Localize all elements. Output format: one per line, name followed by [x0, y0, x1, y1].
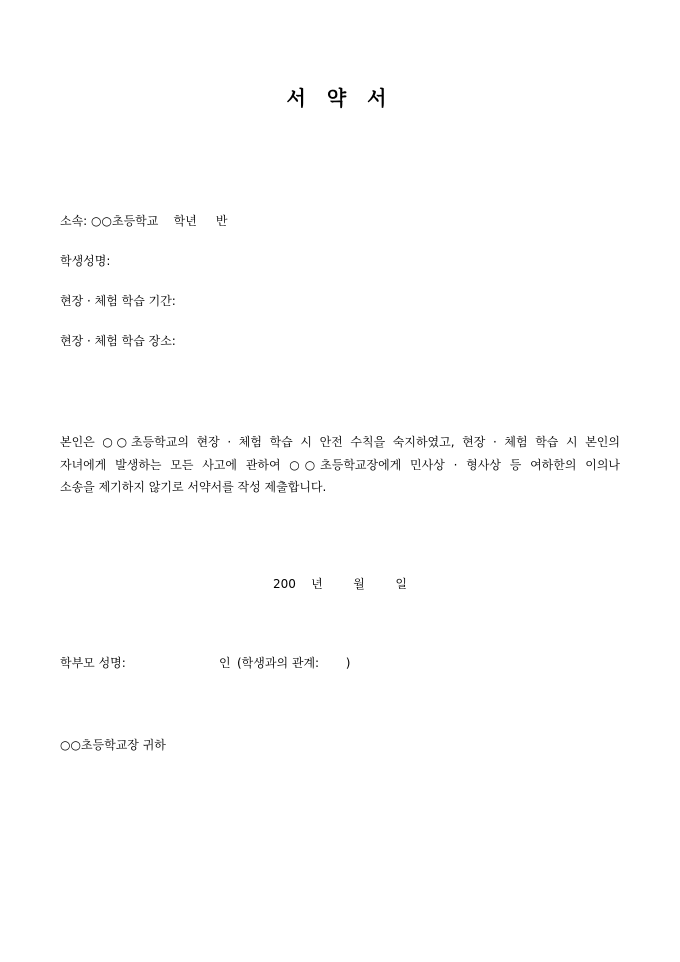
- trip-period-field: 현장 · 체험 학습 기간:: [60, 294, 176, 308]
- date-year-unit: 년: [311, 577, 323, 591]
- affiliation-field: 소속: ○○초등학교 학년 반: [60, 214, 228, 228]
- date-line: [0, 575, 680, 592]
- document-title: 서 약 서: [286, 86, 394, 110]
- date-month-unit: 월: [353, 577, 365, 591]
- parent-name-label: 학부모 성명:: [60, 656, 126, 670]
- seal-mark: 인: [219, 656, 231, 670]
- date-day-unit: 일: [395, 577, 407, 591]
- student-name-field: 학생성명:: [60, 254, 111, 268]
- pledge-statement: [60, 431, 620, 499]
- relation-field: (학생과의 관계: ): [237, 656, 351, 670]
- date-year: 200: [273, 577, 296, 591]
- pledge-line-3: 소송을 제기하지 않기로 서약서를 작성 제출합니다.: [60, 480, 327, 494]
- pledge-line-1: 본인은 ○○초등학교의 현장 · 체험 학습 시 안전 수칙을 숙지하였고, 현장 · 체험 학습 시 본인의: [60, 435, 620, 449]
- pledge-line-2: 자녀에게 발생하는 모든 사고에 관하여 ○○초등학교장에게 민사상 · 형사상 등 여하한의 이의나: [60, 457, 620, 472]
- trip-place-field: 현장 · 체험 학습 장소:: [60, 334, 176, 348]
- addressee: ○○초등학교장 귀하: [60, 738, 166, 752]
